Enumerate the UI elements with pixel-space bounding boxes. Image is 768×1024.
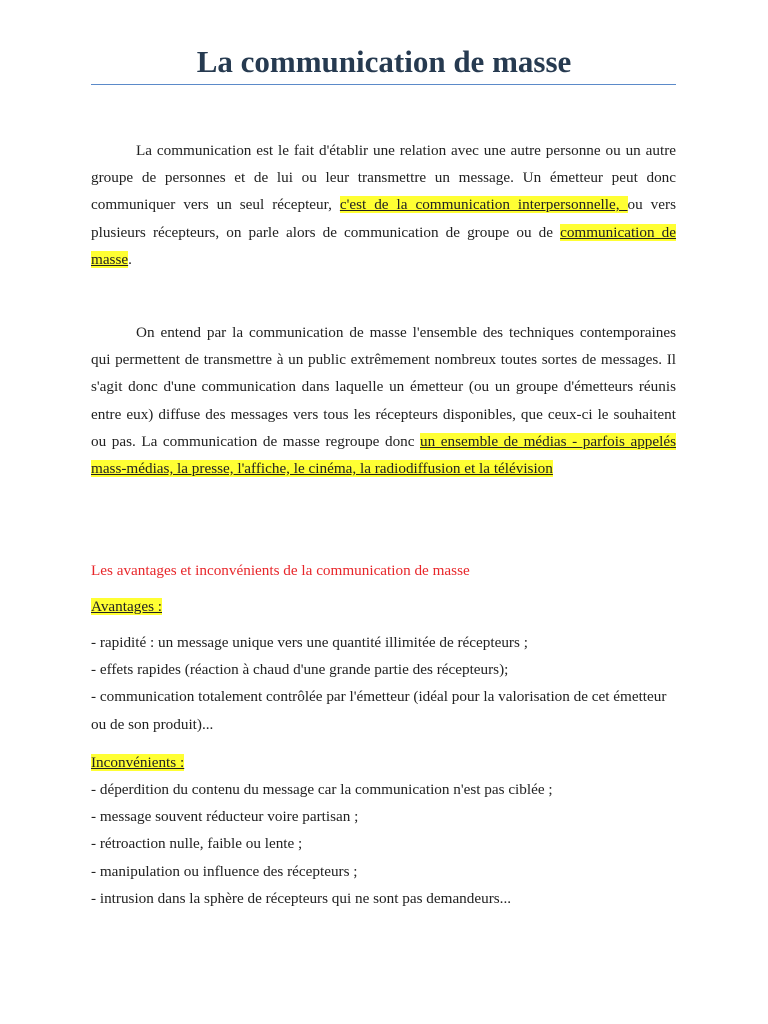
disadvantages-list: [91, 776, 676, 912]
list-item: - rétroaction nulle, faible ou lente ;: [91, 835, 303, 853]
list-item: - message souvent réducteur voire partisan ;: [91, 808, 359, 826]
list-item: - intrusion dans la sphère de récepteurs qui ne sont pas demandeurs...: [91, 889, 512, 907]
intro-text-2: ou vers plusieurs récepteurs, on parle alors de communication de groupe ou de: [91, 196, 676, 241]
intro-text-1: La communication est le fait d'établir une relation avec une autre personne ou un autre groupe de personnes et de lui ou leur transmettre un message. Un émetteur peut donc communiquer vers un seul récepteur,: [91, 142, 676, 214]
list-item: - communication totalement contrôlée par l'émetteur (idéal pour la valorisation de cet émetteur ou de son produit)...: [91, 688, 667, 733]
advantages-heading-text: Avantages :: [91, 598, 162, 615]
section-title: Les avantages et inconvénients de la communication de masse: [91, 562, 470, 579]
definition-highlight-media: un ensemble de médias - parfois appelés mass-médias, la presse, l'affiche, le cinéma, la radiodiffusion et la télévision: [91, 432, 676, 478]
list-item: - déperdition du contenu du message car la communication n'est pas ciblée ;: [91, 781, 553, 798]
disadvantages-heading-text: Inconvénients :: [91, 754, 185, 771]
title-underline: [91, 84, 676, 85]
intro-highlight-interpersonal: c'est de la communication interpersonnelle,: [339, 196, 628, 214]
definition-text: On entend par la communication de masse l'ensemble des techniques contemporaines qui permettent de transmettre à un public extrêmement nombreux toutes sortes de messages. Il s'agit donc d'une communication dans laquelle un émetteur (ou un groupe d'émetteurs réunis entre eux) diffuse des messages vers tous les récepteurs disponibles, que ceux-ci le souhaitent ou pas. La communication de masse regroupe donc: [91, 324, 676, 450]
page-title: La communication de masse: [196, 44, 572, 79]
advantages-heading: [91, 596, 162, 618]
intro-highlight-mass: communication de masse: [91, 223, 677, 268]
list-item: - effets rapides (réaction à chaud d'une grande partie des récepteurs);: [91, 661, 509, 679]
disadvantages-heading: [91, 752, 184, 774]
definition-paragraph: [91, 319, 676, 482]
advantages-list: [91, 629, 676, 738]
list-item: - manipulation ou influence des récepteurs ;: [91, 862, 358, 880]
list-item: - rapidité : un message unique vers une quantité illimitée de récepteurs ;: [91, 634, 528, 651]
intro-paragraph: [91, 137, 676, 273]
intro-text-3: .: [128, 250, 132, 268]
